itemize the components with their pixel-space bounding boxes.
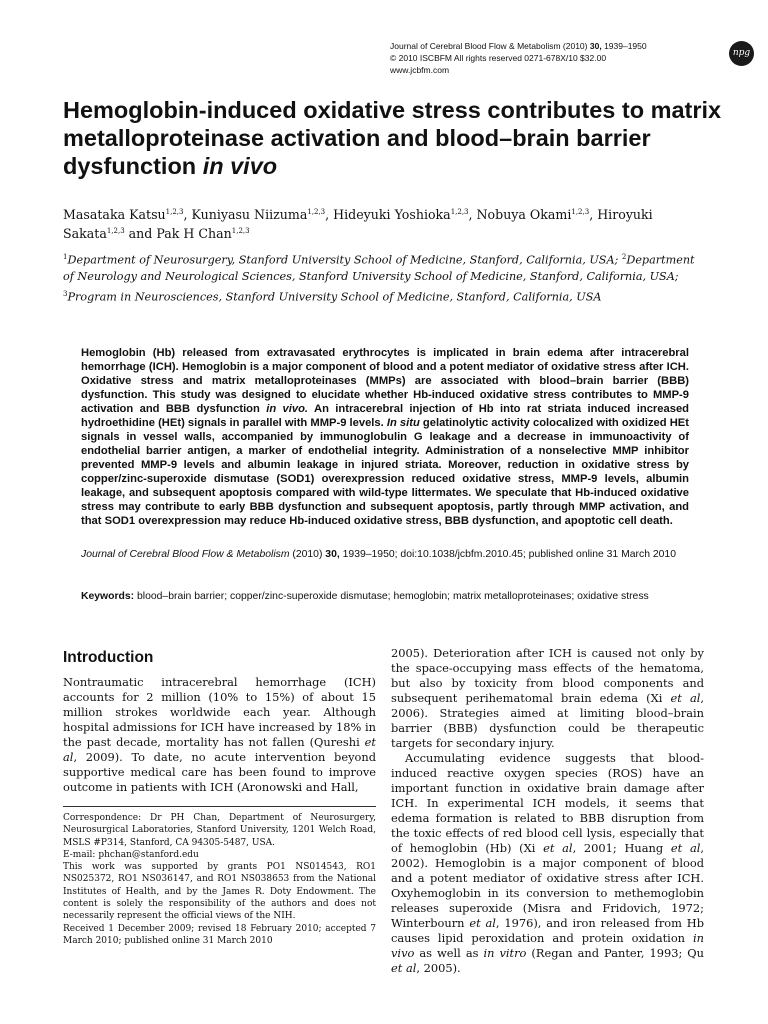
title-text: Hemoglobin-induced oxidative stress contributes to matrix metalloproteinase activation and blood–brain barrier dysfunction: [63, 97, 722, 179]
journal-volume: 30,: [589, 41, 602, 51]
author-name: Hiroyuki Sakata: [63, 207, 653, 242]
author-separator: ,: [183, 207, 192, 223]
author-name: Kuniyasu Niizuma: [191, 207, 308, 223]
abstract-text-1: Hemoglobin (Hb) released from extravasated erythrocytes is implicated in brain edema after intracerebral hemorrhage (ICH). Hemoglobin is a major component of blood and a potent mediator of oxidative stress after ICH. Oxidative stress and matrix metalloproteinases (MMPs) are associated with blood–brain barrier (BBB) dysfunction. This study was designed to elucidate whether Hb-induced oxidative stress contributes to MMP-9 activation and BBB dysfunction: [81, 347, 689, 415]
intro-etal: et al: [543, 841, 573, 855]
intro-italic: in vitro: [483, 946, 527, 960]
affiliations: [63, 249, 708, 306]
affiliation-3: Program in Neurosciences, Stanford University School of Medicine, Stanford, California, USA: [67, 290, 602, 304]
intro-text: (Regan and Panter, 1993; Qu: [526, 946, 704, 960]
author-name: Pak H Chan: [156, 226, 232, 242]
intro-text: , 2005).: [416, 961, 461, 975]
journal-pages: 1939–1950: [604, 41, 647, 51]
footnote-divider: [63, 806, 376, 807]
abstract-italic-1: in vivo.: [266, 403, 309, 415]
citation-line: [81, 548, 689, 562]
affil-sup-3: 3: [63, 289, 68, 298]
citation-journal: Journal of Cerebral Blood Flow & Metabolism: [81, 549, 290, 560]
keywords-text: blood–brain barrier; copper/zinc-superoxide dismutase; hemoglobin; matrix metalloproteinases; oxidative stress: [134, 591, 649, 602]
intro-left-column: [63, 675, 376, 795]
author-name: Nobuya Okami: [476, 207, 572, 223]
intro-text: , 2009). To date, no acute intervention beyond supportive medical care has been found to improve outcome in patients with ICH (Aronowski and Hall,: [63, 750, 376, 794]
author-affiliation-sup: 1,2,3: [106, 227, 125, 236]
author-separator: ,: [468, 207, 477, 223]
npg-logo: npg: [729, 41, 754, 66]
abstract-text-3: gelatinolytic activity colocalized with oxidized HEt signals in vessel walls, accompanied by immunoglobulin G leakage and a decrease in immunoactivity of endothelial barrier antigen, a marker of endothelial integrity. Administration of a nonselective MMP inhibitor prevented MMP-9 levels and albumin leakage in injured striata. Moreover, reduction in oxidative stress by copper/zinc-superoxide dismutase (SOD1) overexpression reduced oxidative stress, MMP-9 levels, albumin leakage, and subsequent apoptosis compared with wild-type littermates. We speculate that Hb-induced oxidative stress may contribute to early BBB dysfunction and subsequent apoptosis, partly through MMP activation, and that SOD1 overexpression may reduce Hb-induced oxidative stress, BBB dysfunction, and apoptotic cell death.: [81, 417, 689, 527]
section-heading-introduction: Introduction: [63, 649, 154, 666]
affil-sup-2: 2: [621, 253, 627, 261]
affil-sup-1: 1: [63, 253, 68, 261]
funding-note: This work was supported by grants PO1 NS014543, RO1 NS025372, RO1 NS036147, and RO1 NS038653 from the National Institutes of Health, and by the James R. Doty Endowment. The content is solely the responsibility of the authors and does not necessarily represent the official views of the NIH.: [63, 862, 376, 922]
author-separator: ,: [589, 207, 598, 223]
footnote: [63, 812, 376, 947]
intro-text: , 2002). Hemoglobin is a major component of blood and a potent mediator of oxidative stress after ICH. Oxyhemoglobin in its conversion to methemoglobin releases superoxide (Misra and Fridovich, 1972; Winterbourn: [391, 841, 705, 930]
intro-text: , 2006). Strategies aimed at limiting blood–brain barrier (BBB) dysfunction could be therapeutic targets for secondary injury.: [391, 691, 705, 750]
intro-right-column: [391, 646, 704, 976]
intro-italic: in vivo: [391, 931, 704, 960]
author-list: [63, 204, 713, 242]
intro-text: , 1976), and iron released from Hb causes lipid peroxidation and protein oxidation: [391, 916, 704, 945]
intro-text: Nontraumatic intracerebral hemorrhage (ICH) accounts for 2 million (10% to 15%) of about 15 million strokes worldwide each year. Although hospital admissions for ICH have increased by 18% in the past decade, mortality has not fallen (Qureshi: [63, 675, 376, 749]
intro-etal: et al: [670, 841, 701, 855]
journal-header: [390, 40, 710, 76]
author-name: Masataka Katsu: [63, 207, 166, 223]
journal-citation-line: [390, 40, 710, 52]
author-separator: ,: [325, 207, 334, 223]
citation-year: (2010): [289, 549, 326, 560]
intro-text: 2005). Deterioration after ICH is caused not only by the space-occupying mass effects of the hematoma, but also by toxicity from blood components and subsequent perihematomal brain edema (Xi: [391, 646, 704, 705]
author-affiliation-sup: 1,2,3: [571, 208, 590, 216]
journal-name: Journal of Cerebral Blood Flow & Metabolism (2010): [390, 41, 588, 51]
correspondence: Correspondence: Dr PH Chan, Department of Neurosurgery, Neurosurgical Laboratories, Stanford University, 1201 Welch Road, MSLS #P314, Stanford, CA 94305-5487, USA.: [63, 813, 376, 848]
affiliation-2: Department of Neurology and Neurological Sciences, Stanford University School of Medicine, Stanford, California, USA;: [63, 253, 695, 284]
intro-etal: et al: [391, 961, 417, 975]
intro-etal: et al: [469, 916, 496, 930]
intro-text: Accumulating evidence suggests that blood-induced reactive oxygen species (ROS) have an important function in oxidative brain damage after ICH. In experimental ICH models, it seems that edema formation is related to BBB disruption from the toxic effects of red blood cell lysis, especially that of hemoglobin (Hb) (Xi: [391, 751, 704, 855]
keywords: [81, 590, 689, 604]
intro-right-para-1: [391, 646, 704, 750]
author-affiliation-sup: 1,2,3: [450, 208, 469, 216]
author-separator: and: [124, 226, 157, 242]
journal-url[interactable]: www.jcbfm.com: [390, 65, 450, 75]
author-name: Hideyuki Yoshioka: [333, 207, 451, 223]
copyright-line: © 2010 ISCBFM All rights reserved 0271-678X/10 $32.00: [390, 53, 607, 63]
received-dates: Received 1 December 2009; revised 18 February 2010; accepted 7 March 2010; published online 31 March 2010: [63, 923, 376, 946]
author-affiliation-sup: 1,2,3: [307, 208, 326, 216]
intro-etal: et al: [670, 691, 701, 705]
citation-volume: 30,: [325, 549, 340, 560]
author-affiliation-sup: 1,2,3: [231, 227, 250, 236]
abstract-italic-2: In situ: [386, 417, 420, 429]
author-affiliation-sup: 1,2,3: [165, 208, 184, 216]
intro-etal: et al: [63, 735, 376, 764]
affiliation-1: Department of Neurosurgery, Stanford University School of Medicine, Stanford, California, USA;: [67, 253, 622, 267]
intro-text: as well as: [414, 946, 484, 960]
article-title: [63, 96, 723, 180]
title-italic: in vivo: [202, 153, 278, 179]
citation-rest: 1939–1950; doi:10.1038/jcbfm.2010.45; published online 31 March 2010: [339, 549, 676, 560]
abstract-text-2: An intracerebral injection of Hb into rat striata induced increased hydroethidine (HEt) signals in parallel with MMP-9 levels.: [81, 403, 689, 429]
intro-right-para-2: [391, 751, 704, 976]
intro-text: , 2001; Huang: [572, 841, 671, 855]
keywords-label: Keywords:: [81, 591, 135, 602]
abstract: [81, 346, 689, 528]
correspondence-email[interactable]: E-mail: phchan@stanford.edu: [63, 849, 199, 860]
